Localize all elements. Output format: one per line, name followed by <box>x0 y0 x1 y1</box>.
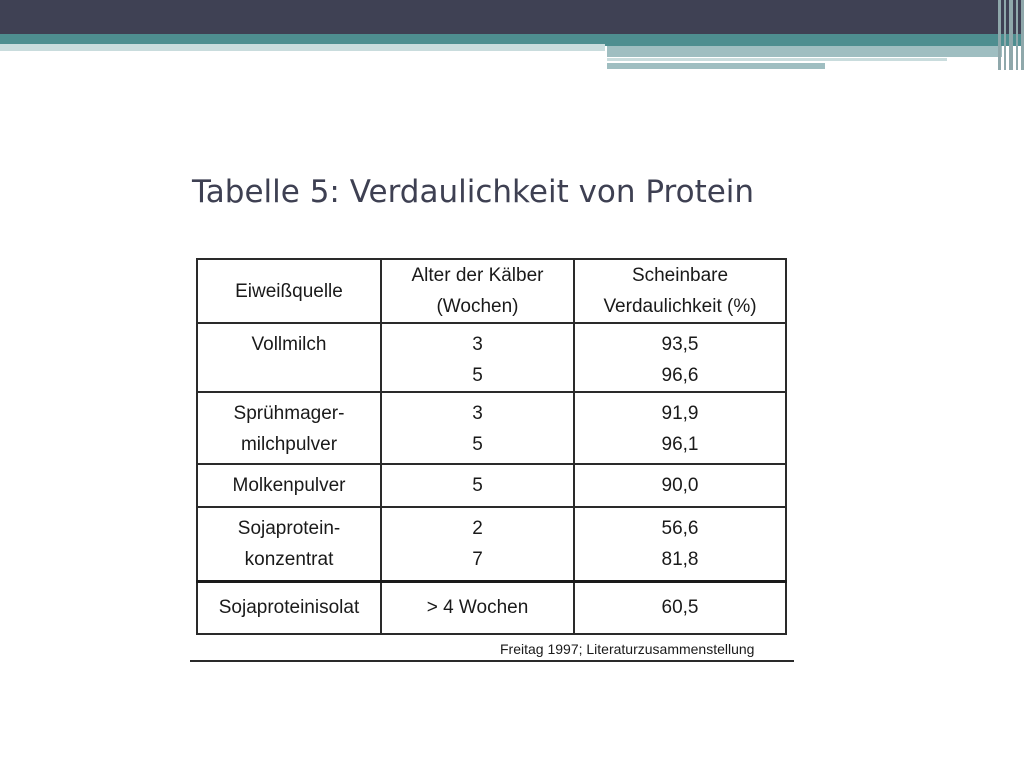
cell-calf-age <box>381 392 574 464</box>
table-row <box>197 323 786 392</box>
cell-digestibility <box>574 507 786 581</box>
cell-text: 90,0 <box>661 475 699 496</box>
cell-text: Vollmilch <box>251 334 327 355</box>
header-band-light <box>0 44 605 51</box>
header-accent-line <box>607 58 947 61</box>
header-band-accent <box>607 46 1002 57</box>
header-accent-line <box>607 63 825 69</box>
cell-text: 5 <box>472 475 483 496</box>
cell-text: 7 <box>472 549 483 570</box>
cell-digestibility <box>574 464 786 507</box>
protein-digestibility-table <box>196 258 787 635</box>
cell-text: milchpulver <box>240 434 338 455</box>
cell-text: 5 <box>472 365 483 386</box>
header-band-dark <box>0 0 1024 34</box>
cell-text: 91,9 <box>661 403 699 424</box>
cell-text: 81,8 <box>661 549 699 570</box>
cell-text: Sprühmager- <box>233 403 345 424</box>
header-text: Verdaulichkeit (%) <box>603 296 757 317</box>
source-underline <box>190 660 794 662</box>
header-text: (Wochen) <box>436 296 519 317</box>
cell-text: 60,5 <box>661 597 699 619</box>
cell-calf-age <box>381 507 574 581</box>
cell-text: 96,1 <box>661 434 699 455</box>
header-calf-age <box>381 259 574 323</box>
cell-protein-source <box>197 581 381 634</box>
cell-calf-age <box>381 581 574 634</box>
cell-calf-age <box>381 464 574 507</box>
table-row <box>197 507 786 581</box>
cell-digestibility <box>574 323 786 392</box>
cell-text: 3 <box>472 403 483 424</box>
table-row <box>197 392 786 464</box>
cell-protein-source <box>197 323 381 392</box>
cell-text: 56,6 <box>661 518 699 539</box>
table-row <box>197 464 786 507</box>
header-digestibility <box>574 259 786 323</box>
header-text: Eiweißquelle <box>235 280 343 302</box>
cell-text: konzentrat <box>244 549 334 570</box>
header-protein-source <box>197 259 381 323</box>
source-citation: Freitag 1997; Literaturzusammenstellung <box>500 641 755 657</box>
cell-text: 5 <box>472 434 483 455</box>
table-header-row <box>197 259 786 323</box>
header-corner-strips <box>996 0 1024 70</box>
cell-calf-age <box>381 323 574 392</box>
cell-protein-source <box>197 464 381 507</box>
cell-protein-source <box>197 392 381 464</box>
cell-text: 93,5 <box>661 334 699 355</box>
cell-text: 96,6 <box>661 365 699 386</box>
cell-digestibility <box>574 392 786 464</box>
cell-text: Sojaproteinisolat <box>218 597 360 619</box>
cell-protein-source <box>197 507 381 581</box>
cell-text: 2 <box>472 518 483 539</box>
table-row <box>197 581 786 634</box>
slide-title: Tabelle 5: Verdaulichkeit von Protein <box>192 174 755 210</box>
cell-text: Sojaprotein- <box>237 518 341 539</box>
cell-text: > 4 Wochen <box>426 597 529 619</box>
cell-text: 3 <box>472 334 483 355</box>
header-text: Scheinbare <box>631 265 729 286</box>
cell-digestibility <box>574 581 786 634</box>
header-text: Alter der Kälber <box>411 265 544 286</box>
cell-text: Molkenpulver <box>232 475 346 496</box>
